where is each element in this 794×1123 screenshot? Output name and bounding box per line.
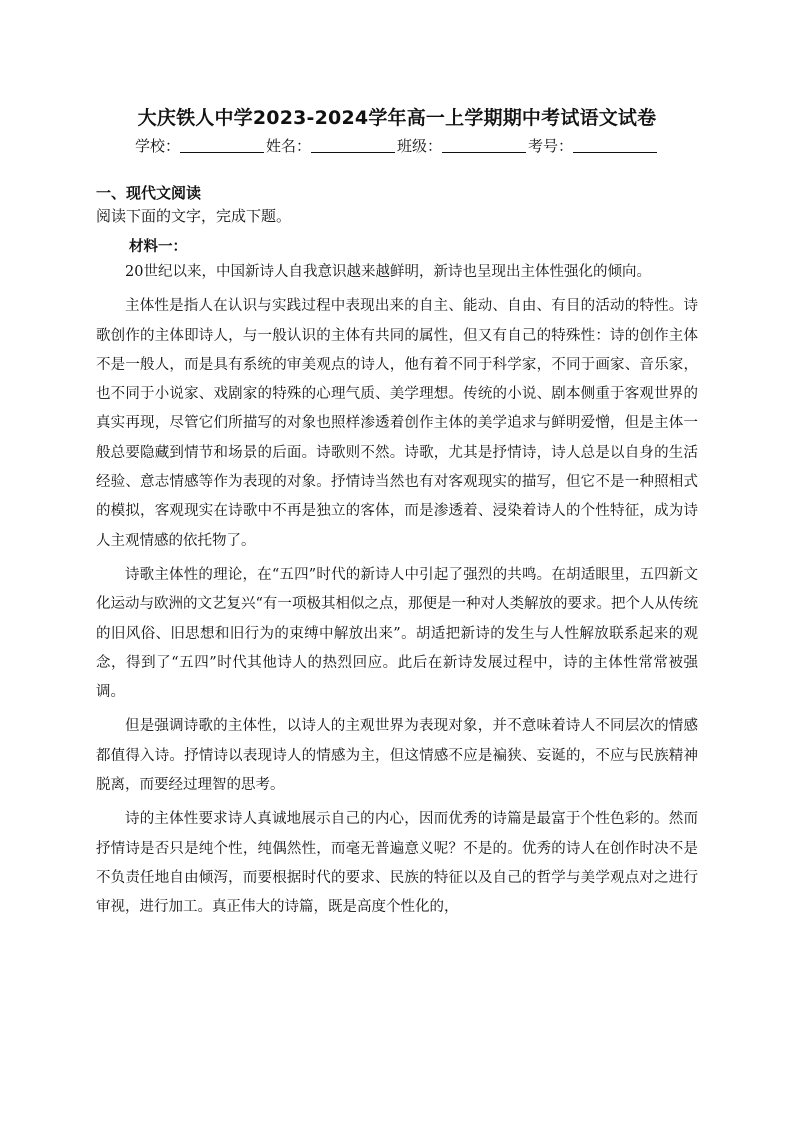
name-label: 姓名： [265,137,311,155]
section-heading: 一、现代文阅读 [96,184,202,202]
paragraph: 主体性是指人在认识与实践过程中表现出来的自主、能动、自由、有目的活动的特性。诗歌创作的主体即诗人，与一般认识的主体有共同的属性，但又有自己的特殊性：诗的创作主体不是一般人，而是具有系统的审美观点的诗人，他有着不同于科学家，不同于画家、音乐家，也不同于小说家、戏剧家的特殊的心理气质、美学理想。传统的小说、剧本侧重于客观世界的真实再现，尽管它们所描写的对象也照样渗透着创作主体的美学追求与鲜明爱憎，但是主体一般总要隐藏到情节和场景的后面。诗歌则不然。诗歌，尤其是抒情诗，诗人总是以自身的生活经验、意志情感等作为表现的对象。抒情诗当然也有对客观现实的描写，但它不是一种照相式的模拟，客观现实在诗歌中不再是独立的客体，而是渗透着、浸染着诗人的个性特征，成为诗人主观情感的依托物了。 [96,298,698,549]
exam-number-blank [573,138,657,153]
exam-title: 大庆铁人中学2023-2024学年高一上学期期中考试语文试卷 [137,107,657,129]
paragraph: 诗的主体性要求诗人真诚地展示自己的内心，因而优秀的诗篇是最富于个性色彩的。然而抒情诗是否只是纯个性，纯偶然性，而毫无普遍意义呢？不是的。优秀的诗人在创作时决不是不负责任地自由倾泻，而要根据时代的要求、民族的特征以及自己的哲学与美学观点对之进行审视，进行加工。真正伟大的诗篇，既是高度个性化的， [96,811,698,916]
school-label: 学校： [134,137,180,155]
paragraph: 20世纪以来，中国新诗人自我意识越来越鲜明，新诗也呈现出主体性强化的倾向。 [125,264,651,280]
class-blank [442,138,526,153]
paragraph: 但是强调诗歌的主体性，以诗人的主观世界为表现对象，并不意味着诗人不同层次的情感都值得入诗。抒情诗以表现诗人的情感为主，但这情感不应是褊狭、妄诞的，不应与民族精神脱离，而要经过理智的思考。 [96,718,698,794]
class-label: 班级： [397,137,443,155]
school-blank [180,138,264,153]
material-title: 材料一： [129,238,187,255]
reading-instruction: 阅读下面的文字，完成下题。 [96,207,292,225]
student-info-row [0,135,794,156]
paragraph: 诗歌主体性的理论，在“五四”时代的新诗人中引起了强烈的共鸣。在胡适眼里，五四新文化运动与欧洲的文艺复兴“有一项极其相似之点，那便是一种对人类解放的要求。把个人从传统的旧风俗、旧思想和旧行为的束缚中解放出来”。胡适把新诗的发生与人性解放联系起来的观念，得到了“五四”时代其他诗人的热烈回应。此后在新诗发展过程中，诗的主体性常常被强调。 [96,566,698,701]
name-blank [311,138,395,153]
material-body [96,258,698,928]
exam-number-label: 考号： [528,137,574,155]
